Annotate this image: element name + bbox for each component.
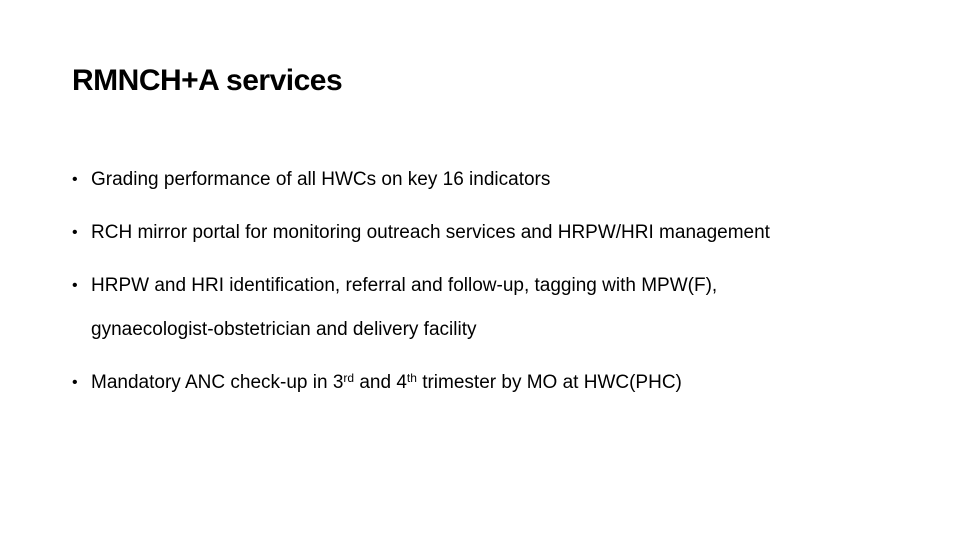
- bullet-dot-icon: •: [72, 374, 78, 391]
- bullet-dot-icon: •: [72, 277, 78, 294]
- bullet-text-part: trimester by MO at HWC(PHC): [416, 372, 682, 393]
- bullet-text: RCH mirror portal for monitoring outreach services and HRPW/HRI management: [91, 222, 770, 243]
- bullet-dot-icon: •: [72, 224, 78, 241]
- bullet-text-part: and 4: [354, 372, 407, 393]
- slide-title: RMNCH+A services: [72, 64, 343, 97]
- bullet-item: [72, 211, 912, 255]
- bullet-item: [72, 361, 912, 405]
- bullet-dot-icon: •: [72, 171, 78, 188]
- bullet-item: [72, 264, 912, 352]
- ordinal-suffix: rd: [343, 371, 355, 385]
- bullet-text-line-2: gynaecologist-obstetrician and delivery facility: [91, 319, 477, 340]
- bullet-text-line-1: HRPW and HRI identification, referral and follow-up, tagging with MPW(F),: [91, 275, 718, 296]
- bullet-item: [72, 158, 912, 202]
- bullet-text: Grading performance of all HWCs on key 16 indicators: [91, 169, 551, 190]
- bullet-list: [72, 158, 912, 414]
- ordinal-suffix: th: [406, 371, 417, 385]
- bullet-text-part: Mandatory ANC check-up in 3: [91, 372, 344, 393]
